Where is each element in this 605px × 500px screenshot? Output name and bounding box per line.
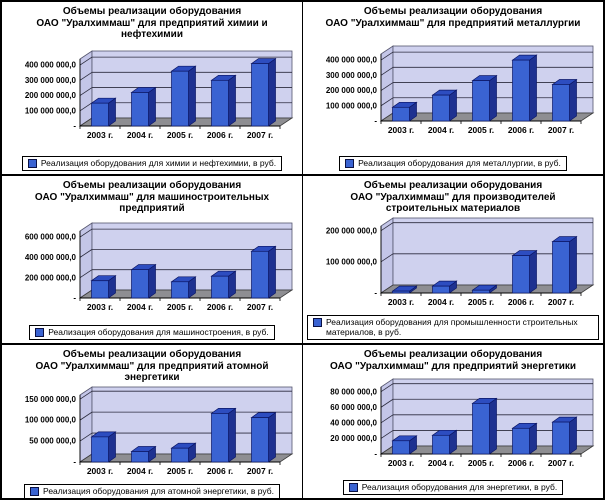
x-tick-label: 2005 г. xyxy=(467,124,495,135)
bar-chart-3d xyxy=(6,384,298,484)
x-tick-label: 2007 г. xyxy=(547,458,575,468)
bar-2003 г. xyxy=(92,431,116,461)
legend-swatch-icon xyxy=(313,318,322,327)
y-tick-label: 200 000 000,0 xyxy=(24,273,76,283)
y-tick-label: 300 000 000,0 xyxy=(24,76,76,86)
chart-title-line: нефтехимии xyxy=(121,29,183,40)
legend-swatch-icon xyxy=(28,159,37,168)
chart-legend xyxy=(343,480,563,495)
x-tick-label: 2004 г. xyxy=(427,296,455,307)
x-tick-label: 2007 г. xyxy=(547,124,575,135)
legend-swatch-icon xyxy=(35,328,44,337)
y-tick-label: - xyxy=(73,457,76,467)
chart-title xyxy=(36,6,267,41)
chart-legend xyxy=(22,156,282,171)
y-tick-label: - xyxy=(73,121,76,131)
y-tick-label: 50 000 000,0 xyxy=(29,436,76,446)
bar-2004 г. xyxy=(132,264,156,297)
bar-chart-3d xyxy=(307,215,599,315)
chart-title-line: ОАО "Уралхиммаш" для предприятий энергетики xyxy=(329,360,577,372)
chart-title-line: энергетики xyxy=(124,372,180,383)
bar-2003 г. xyxy=(92,275,116,297)
chart-title-line: ОАО "Уралхиммаш" для машиностроительных xyxy=(34,191,270,203)
bar-2007 г. xyxy=(252,412,276,461)
x-tick-label: 2003 г. xyxy=(387,124,415,135)
bar-2006 г. xyxy=(513,55,537,121)
x-tick-label: 2006 г. xyxy=(507,296,535,307)
bar-2003 г. xyxy=(92,98,116,126)
chart-title xyxy=(35,180,269,215)
bar-2007 г. xyxy=(252,59,276,126)
x-tick-label: 2006 г. xyxy=(206,465,234,476)
chart-panel-5 xyxy=(2,345,302,498)
chart-legend xyxy=(339,156,567,171)
bar-chart-3d xyxy=(6,220,298,320)
y-tick-label: 100 000 000,0 xyxy=(24,106,76,116)
bar-2005 г. xyxy=(172,277,196,298)
legend-label: Реализация оборудования для промышленности строительных материалов, в руб. xyxy=(326,317,578,337)
bar-2004 г. xyxy=(132,446,156,462)
y-tick-label: 60 000 000,0 xyxy=(330,402,377,412)
bar-2004 г. xyxy=(433,90,457,121)
x-tick-label: 2005 г. xyxy=(467,458,495,468)
x-tick-label: 2005 г. xyxy=(166,130,194,141)
bar-2005 г. xyxy=(172,66,196,126)
x-tick-label: 2003 г. xyxy=(387,296,415,307)
x-tick-label: 2004 г. xyxy=(126,301,154,312)
chart-title-line: Объемы реализации оборудования xyxy=(363,180,543,191)
bar-2006 г. xyxy=(212,408,236,462)
x-tick-label: 2006 г. xyxy=(507,124,535,135)
y-tick-label: 200 000 000,0 xyxy=(24,91,76,101)
y-tick-label: 200 000 000,0 xyxy=(325,226,377,236)
y-tick-label: 100 000 000,0 xyxy=(325,100,377,110)
chart-panel-4 xyxy=(303,176,603,343)
chart-title-line: Объемы реализации оборудования xyxy=(363,6,543,17)
x-tick-label: 2003 г. xyxy=(86,130,114,141)
x-tick-label: 2004 г. xyxy=(126,465,154,476)
x-tick-label: 2003 г. xyxy=(86,465,114,476)
x-tick-label: 2007 г. xyxy=(246,465,274,476)
chart-title xyxy=(35,349,268,384)
bar-2004 г. xyxy=(132,88,156,127)
legend-label: Реализация оборудования для энергетики, в руб. xyxy=(361,482,558,492)
chart-title-line: ОАО "Уралхиммаш" для предприятий металлургии xyxy=(325,17,581,29)
chart-title-line: ОАО "Уралхиммаш" для предприятий химии и xyxy=(36,17,268,29)
chart-title xyxy=(350,180,555,215)
chart-title-line: Объемы реализации оборудования xyxy=(363,349,543,360)
bar-2005 г. xyxy=(473,398,497,454)
chart-panel-6 xyxy=(303,345,603,498)
plot-side-wall xyxy=(80,223,92,298)
chart-panel-3 xyxy=(2,176,302,343)
y-tick-label: - xyxy=(374,288,377,298)
chart-panel-2 xyxy=(303,2,603,174)
y-tick-label: 80 000 000,0 xyxy=(330,387,377,397)
chart-legend xyxy=(24,484,280,499)
x-tick-label: 2004 г. xyxy=(427,124,455,135)
chart-title-line: Объемы реализации оборудования xyxy=(62,349,242,360)
chart-title-line: предприятий xyxy=(119,203,185,214)
chart-title-line: Объемы реализации оборудования xyxy=(62,180,242,191)
x-tick-label: 2005 г. xyxy=(166,465,194,476)
bar-2005 г. xyxy=(172,443,196,462)
bar-2006 г. xyxy=(212,76,236,127)
legend-swatch-icon xyxy=(349,483,358,492)
bar-2006 г. xyxy=(212,271,236,298)
bar-2006 г. xyxy=(513,423,537,454)
bar-2004 г. xyxy=(433,430,457,454)
x-tick-label: 2004 г. xyxy=(427,458,455,468)
bar-2007 г. xyxy=(252,246,276,298)
x-tick-label: 2005 г. xyxy=(166,301,194,312)
y-tick-label: - xyxy=(73,293,76,303)
x-tick-label: 2003 г. xyxy=(387,458,415,468)
x-tick-label: 2007 г. xyxy=(246,130,274,141)
y-tick-label: 600 000 000,0 xyxy=(24,232,76,242)
bar-2005 г. xyxy=(473,75,497,120)
y-tick-label: 400 000 000,0 xyxy=(325,55,377,65)
legend-label: Реализация оборудования для атомной энергетики, в руб. xyxy=(43,485,274,496)
x-tick-label: 2007 г. xyxy=(547,296,575,307)
y-tick-label: 20 000 000,0 xyxy=(330,434,377,444)
bar-2006 г. xyxy=(513,250,537,292)
y-tick-label: 40 000 000,0 xyxy=(330,418,377,428)
y-tick-label: 400 000 000,0 xyxy=(24,60,76,70)
x-tick-label: 2005 г. xyxy=(467,296,495,307)
y-tick-label: 100 000 000,0 xyxy=(24,415,76,425)
y-tick-label: 400 000 000,0 xyxy=(24,252,76,262)
x-tick-label: 2006 г. xyxy=(507,458,535,468)
y-tick-label: - xyxy=(374,449,377,459)
bar-chart-3d xyxy=(6,48,298,148)
chart-title xyxy=(330,349,576,372)
legend-swatch-icon xyxy=(345,159,354,168)
chart-title xyxy=(326,6,581,29)
x-tick-label: 2007 г. xyxy=(246,301,274,312)
legend-swatch-icon xyxy=(30,487,39,496)
y-tick-label: 150 000 000,0 xyxy=(24,394,76,404)
x-tick-label: 2006 г. xyxy=(206,130,234,141)
bar-chart-3d xyxy=(307,43,599,143)
y-tick-label: 300 000 000,0 xyxy=(325,70,377,80)
y-tick-label: 200 000 000,0 xyxy=(325,85,377,95)
chart-title-line: Объемы реализации оборудования xyxy=(62,6,242,17)
bar-2007 г. xyxy=(553,236,577,292)
bar-2003 г. xyxy=(393,436,417,454)
chart-title-line: ОАО "Уралхиммаш" для предприятий атомной xyxy=(35,360,269,372)
bar-2003 г. xyxy=(393,102,417,121)
chart-title-line: ОАО "Уралхиммаш" для производителей xyxy=(350,191,556,203)
chart-title-line: строительных материалов xyxy=(385,203,521,214)
legend-label: Реализация оборудования для химии и нефтехимии, в руб. xyxy=(40,158,277,168)
y-tick-label: - xyxy=(374,116,377,126)
legend-label: Реализация оборудования для машиностроения, в руб. xyxy=(48,327,269,337)
bar-2007 г. xyxy=(553,79,577,121)
y-tick-label: 100 000 000,0 xyxy=(325,257,377,267)
x-tick-label: 2006 г. xyxy=(206,301,234,312)
bar-2007 г. xyxy=(553,417,577,454)
legend-label: Реализация оборудования для металлургии, в руб. xyxy=(358,158,561,168)
x-tick-label: 2004 г. xyxy=(126,130,154,141)
x-tick-label: 2003 г. xyxy=(86,301,114,312)
chart-panel-1 xyxy=(2,2,302,174)
bar-chart-3d xyxy=(307,376,599,476)
chart-legend xyxy=(29,325,274,340)
chart-legend xyxy=(307,315,599,340)
